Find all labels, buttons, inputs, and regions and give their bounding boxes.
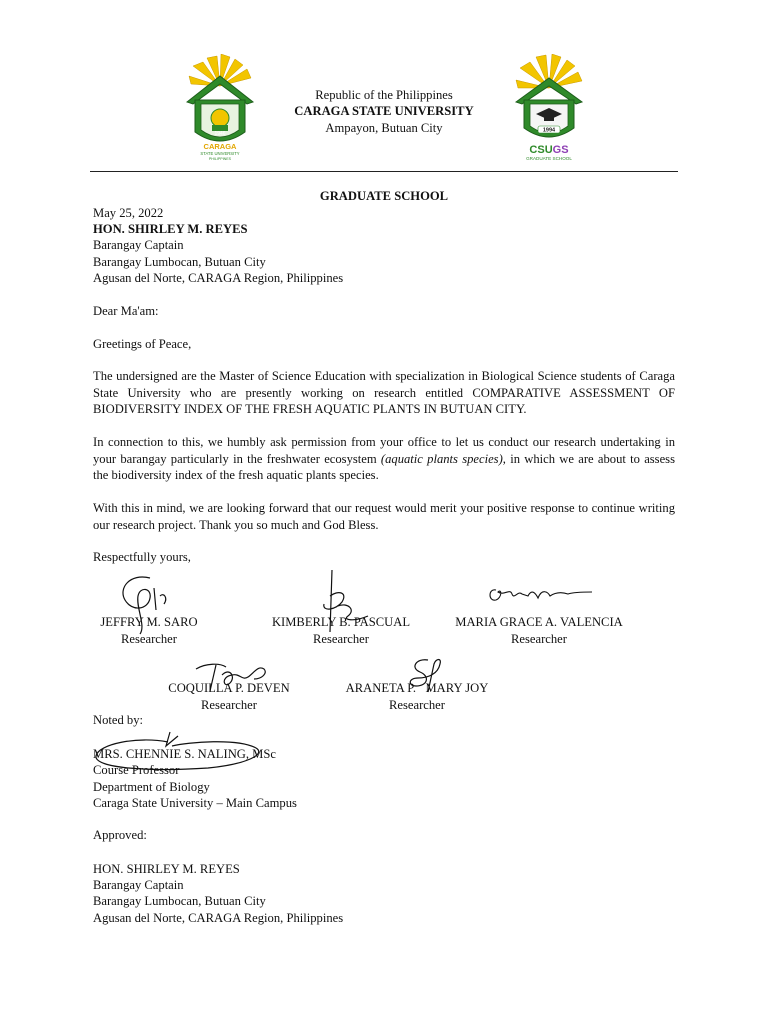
noted-campus: Caraga State University – Main Campus	[93, 796, 297, 810]
noted-label: Noted by:	[93, 713, 144, 727]
body-paragraph-3: With this in mind, we are looking forward that our request would merit your positive response to continue writing our research project. Thank you so much and God Bless.	[93, 501, 675, 532]
researcher-4	[134, 680, 324, 713]
seal-caption-caraga: CARAGA	[203, 142, 237, 151]
header-rule	[90, 171, 678, 172]
csugs-seal-icon	[512, 54, 586, 164]
approved-label: Approved:	[93, 828, 147, 842]
seal-caption: GRADUATE SCHOOL	[526, 156, 572, 161]
noted-name: MRS. CHENNIE S. NALING, MSc	[93, 747, 276, 761]
recipient-title: Barangay Captain	[93, 238, 184, 252]
salutation: Dear Ma'am:	[93, 304, 159, 318]
researcher-1	[54, 614, 244, 647]
researcher-name: COQUILLA P. DEVEN	[168, 681, 290, 695]
researcher-2	[246, 614, 436, 647]
researcher-3	[444, 614, 634, 647]
csu-seal-icon	[183, 54, 257, 164]
seal-year: 1946	[214, 131, 226, 137]
researcher-name: JEFFRY M. SARO	[100, 615, 198, 629]
letter-date: May 25, 2022	[93, 206, 164, 220]
greeting: Greetings of Peace,	[93, 337, 192, 351]
researcher-name: MARIA GRACE A. VALENCIA	[455, 615, 623, 629]
researcher-role: Researcher	[201, 697, 257, 712]
approved-address1: Barangay Lumbocan, Butuan City	[93, 894, 266, 908]
noted-dept: Department of Biology	[93, 780, 210, 794]
body-paragraph-2: In connection to this, we humbly ask permission from your office to let us conduct our research undertaking in your barangay particularly in the freshwater ecosystem (aquatic plants species), in which we are about to assess the biodiversity index of the fresh aquatic plants species.	[93, 435, 675, 482]
closing: Respectfully yours,	[93, 550, 191, 564]
signature-valencia	[484, 578, 594, 608]
body-paragraph-1: The undersigned are the Master of Science Education with specialization in Biological Science students of Caraga State University who are presently working on research entitled COMPARATIVE ASSESSMENT OF BIODIVERSITY INDEX OF THE FRESH AQUATIC PLANTS IN BUTUAN CITY.	[93, 369, 675, 416]
researcher-role: Researcher	[121, 631, 177, 646]
noted-title: Course Professor	[93, 763, 180, 777]
researcher-role: Researcher	[313, 631, 369, 646]
department-title: GRADUATE SCHOOL	[319, 189, 449, 203]
seal-mark: CSUGS	[529, 144, 569, 156]
recipient-name: HON. SHIRLEY M. REYES	[93, 222, 248, 236]
header-republic: Republic of the Philippines	[315, 88, 453, 102]
researcher-name: KIMBERLY B. PASCUAL	[271, 615, 411, 629]
researcher-name: ARANETA P. MARY JOY	[345, 681, 489, 695]
header-university: CARAGA STATE UNIVERSITY	[294, 104, 474, 118]
researcher-5	[322, 680, 512, 713]
recipient-address1: Barangay Lumbocan, Butuan City	[93, 255, 266, 269]
seal-year: 1994	[542, 127, 556, 134]
italic-phrase: (aquatic plants species)	[380, 451, 503, 466]
header-address: Ampayon, Butuan City	[325, 121, 443, 135]
caraga-state-university-logo	[183, 54, 257, 164]
seal-caption-philippines: PHILIPPINES	[208, 157, 232, 161]
approved-title: Barangay Captain	[93, 878, 184, 892]
researcher-role: Researcher	[389, 697, 445, 712]
recipient-address2: Agusan del Norte, CARAGA Region, Philippines	[93, 271, 344, 285]
approved-address2: Agusan del Norte, CARAGA Region, Philippines	[93, 911, 344, 925]
seal-caption-university: STATE UNIVERSITY	[200, 151, 240, 156]
approved-name: HON. SHIRLEY M. REYES	[93, 862, 240, 876]
csu-graduate-school-logo	[512, 54, 586, 164]
researcher-role: Researcher	[511, 631, 567, 646]
